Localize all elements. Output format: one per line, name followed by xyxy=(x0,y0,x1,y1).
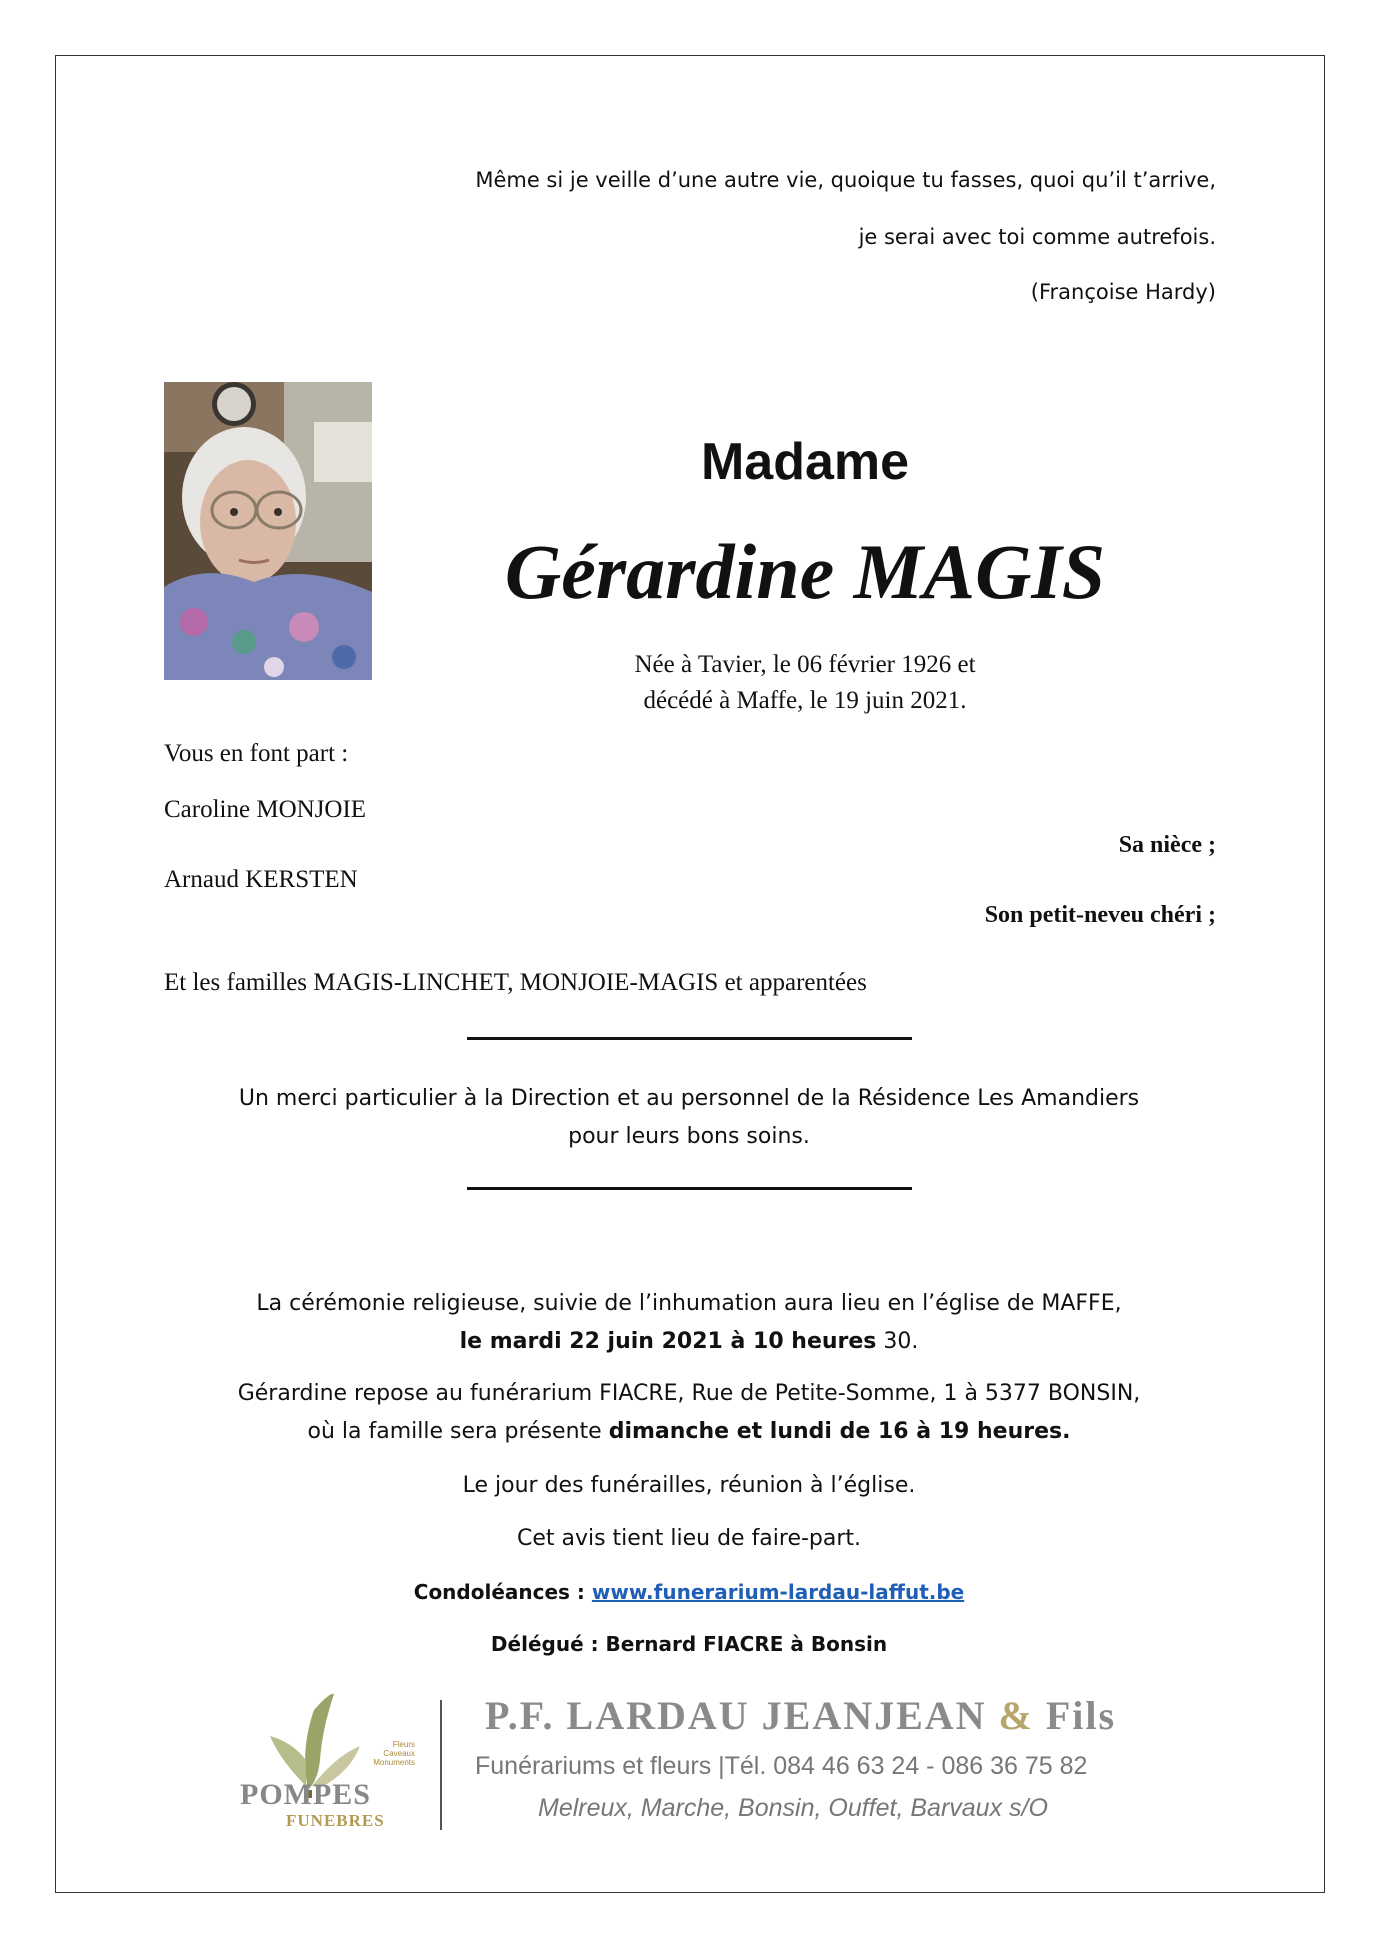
repose-line-2 xyxy=(164,1413,1214,1451)
company-name xyxy=(485,1692,1116,1739)
deceased-name: Gérardine MAGIS xyxy=(504,528,1106,615)
notice-line: Cet avis tient lieu de faire-part. xyxy=(516,1526,862,1551)
delegate-line: Délégué : Bernard FIACRE à Bonsin xyxy=(490,1632,888,1656)
funeral-home-footer xyxy=(230,1690,1190,1840)
deceased-photo xyxy=(164,382,372,680)
ceremony-date xyxy=(164,1323,1214,1361)
logo-service-line: Caveaux xyxy=(383,1749,415,1758)
logo-service-line: Monuments xyxy=(373,1758,415,1767)
death-line: décédé à Maffe, le 19 juin 2021. xyxy=(643,687,967,714)
reunion-line: Le jour des funérailles, réunion à l’église. xyxy=(462,1473,916,1498)
epigraph-author: (Françoise Hardy) xyxy=(1030,280,1216,304)
birth-line: Née à Tavier, le 06 février 1926 et xyxy=(634,651,976,678)
ceremony-date-rest: 30. xyxy=(876,1329,919,1354)
thanks-line-2: pour leurs bons soins. xyxy=(568,1124,810,1149)
divider xyxy=(467,1187,912,1190)
company-name-amp: & xyxy=(998,1693,1034,1738)
deceased-title: Madame xyxy=(700,433,910,491)
birth-death-info xyxy=(530,647,1080,719)
families-line: Et les familles MAGIS-LINCHET, MONJOIE-MAGIS et apparentées xyxy=(164,969,867,996)
person-name: Arnaud KERSTEN xyxy=(164,866,358,893)
ceremony-date-bold: le mardi 22 juin 2021 à 10 heures xyxy=(459,1329,877,1354)
logo-word-pompes: POMPES xyxy=(240,1778,371,1811)
announcement-intro: Vous en font part : xyxy=(164,740,349,767)
epigraph-line-1: Même si je veille d’une autre vie, quoique tu fasses, quoi qu’il t’arrive, xyxy=(475,168,1216,192)
footer-separator xyxy=(440,1700,442,1830)
company-contact: Funérariums et fleurs |Tél. 084 46 63 24 - 086 36 75 82 xyxy=(475,1752,1088,1780)
condolences-label: Condoléances : xyxy=(413,1580,592,1604)
condolences-link[interactable]: www.funerarium-lardau-laffut.be xyxy=(591,1580,965,1604)
condolences-line xyxy=(164,1573,1214,1611)
person-relation: Son petit-neveu chéri ; xyxy=(984,902,1216,928)
logo-services xyxy=(355,1740,415,1767)
company-name-end: Fils xyxy=(1033,1693,1117,1738)
logo-word-funebres: FUNEBRES xyxy=(286,1811,385,1830)
person-name: Caroline MONJOIE xyxy=(164,796,367,823)
thanks-line-1: Un merci particulier à la Direction et au personnel de la Résidence Les Amandiers xyxy=(238,1086,1140,1111)
person-relation: Sa nièce ; xyxy=(1118,832,1216,858)
logo-service-line: Fleurs xyxy=(392,1740,415,1749)
repose-text: où la famille sera présente xyxy=(307,1419,609,1444)
pompes-funebres-logo xyxy=(230,1690,430,1840)
repose-line-1: Gérardine repose au funérarium FIACRE, Rue de Petite-Somme, 1 à 5377 BONSIN, xyxy=(237,1381,1141,1406)
company-name-main: P.F. LARDAU JEANJEAN xyxy=(485,1693,999,1738)
repose-hours: dimanche et lundi de 16 à 19 heures. xyxy=(608,1419,1071,1444)
company-locations: Melreux, Marche, Bonsin, Ouffet, Barvaux s/O xyxy=(538,1794,1048,1822)
divider xyxy=(467,1037,912,1040)
epigraph-line-2: je serai avec toi comme autrefois. xyxy=(858,225,1216,249)
ceremony-line: La cérémonie religieuse, suivie de l’inhumation aura lieu en l’église de MAFFE, xyxy=(256,1291,1122,1316)
